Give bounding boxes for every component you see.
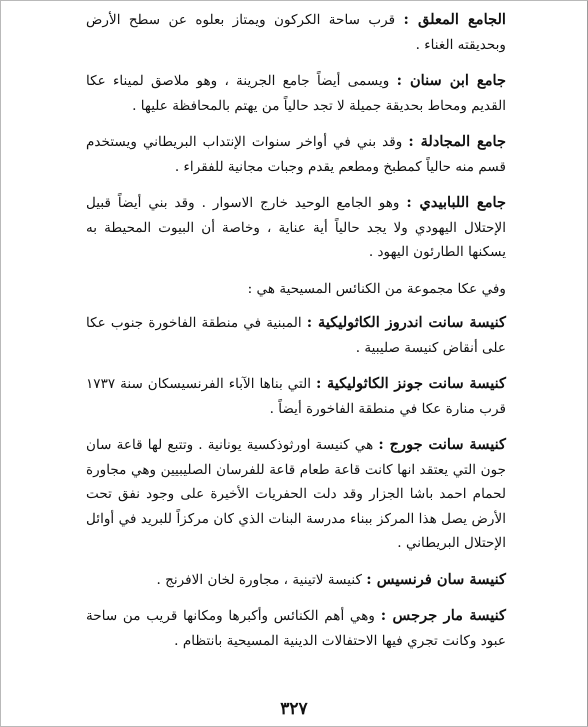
page-number: ٣٢٧ [280, 699, 308, 719]
paragraph-mar-jiryis-church [86, 604, 506, 653]
paragraph-text: هي كنيسة اورثوذكسية يونانية . وتتبع لها قاعة سان جون التي يعتقد انها كانت قاعة طعام قاعة للفرسان الصليبيين وهي مجاورة لحمام احمد باشا الجزار وقد دلت الحفريات الأخيرة على وجود نفق تحت الأرض يصل هذا المركز ببناء مدرسة البنات الذي كان مركزاً للبريد في أوائل الإحتلال البريطاني . [86, 437, 506, 551]
paragraph-text: المبنية في منطقة الفاخورة جنوب عكا على أنقاض كنيسة صليبية . [86, 315, 506, 356]
paragraph-heading: جامع المجادلة : [408, 133, 506, 150]
paragraph-st-francis-church [86, 568, 506, 593]
paragraph-muallaq-mosque [86, 8, 506, 57]
paragraph-heading: كنيسة سان فرنسيس : [366, 570, 506, 588]
paragraph-st-johns-church [86, 372, 506, 421]
paragraph-heading: الجامع المعلق : [403, 11, 506, 28]
paragraph-heading: كنيسة مار جرجس : [380, 607, 507, 624]
paragraph-text: وفي عكا مجموعة من الكنائس المسيحية هي : [247, 280, 506, 297]
paragraph-text: التي بناها الآباء الفرنسيسكان سنة ١٧٣٧ قرب منارة عكا في منطقة الفاخورة أيضاً . [86, 376, 506, 417]
paragraph-st-george-church [86, 433, 506, 556]
paragraph-ibn-sinan-mosque [86, 69, 506, 118]
paragraph-heading: كنيسة سانت جورج : [378, 436, 507, 453]
paragraph-heading: كنيسة سانت اندروز الكاثوليكية : [306, 314, 506, 331]
paragraph-heading: جامع ابن سنان : [396, 72, 506, 89]
paragraph-text: كنيسة لاتينية ، مجاورة لخان الافرنج . [156, 571, 362, 588]
document-body [86, 8, 506, 665]
paragraph-heading: كنيسة سانت جونز الكاثوليكية : [315, 375, 506, 392]
paragraph-text: وهو الجامع الوحيد خارج الاسوار . وقد بني أيضاً قبيل الإحتلال اليهودي ولا يجد حالياً أية عناية ، وخاصة أن البيوت المحيطة به يسكنها الطارئون اليهود . [86, 195, 506, 260]
paragraph-lababidi-mosque [86, 191, 506, 265]
paragraph-mujadala-mosque [86, 130, 506, 179]
paragraph-text: قرب ساحة الكركون ويمتاز بعلوه عن سطح الأرض وبحديقته الغناء . [86, 12, 506, 53]
paragraph-heading: جامع اللبابيدي : [406, 194, 506, 211]
paragraph-churches-intro [86, 277, 506, 302]
paragraph-text: وقد بني في أواخر سنوات الإنتداب البريطاني ويستخدم قسم منه حالياً كمطبخ ومطعم يقدم وجبات مجانية للفقراء . [86, 134, 506, 175]
paragraph-text: وهي أهم الكنائس وأكبرها ومكانها قريب من ساحة عبود وكانت تجري فيها الاحتفالات الدينية المسيحية بانتظام . [86, 608, 506, 649]
paragraph-st-andrews-church [86, 311, 506, 360]
paragraph-text: ويسمى أيضاً جامع الجرينة ، وهو ملاصق لميناء عكا القديم ومحاط بحديقة جميلة لا تجد حالياً من يهتم بالمحافظة عليها . [86, 73, 506, 114]
